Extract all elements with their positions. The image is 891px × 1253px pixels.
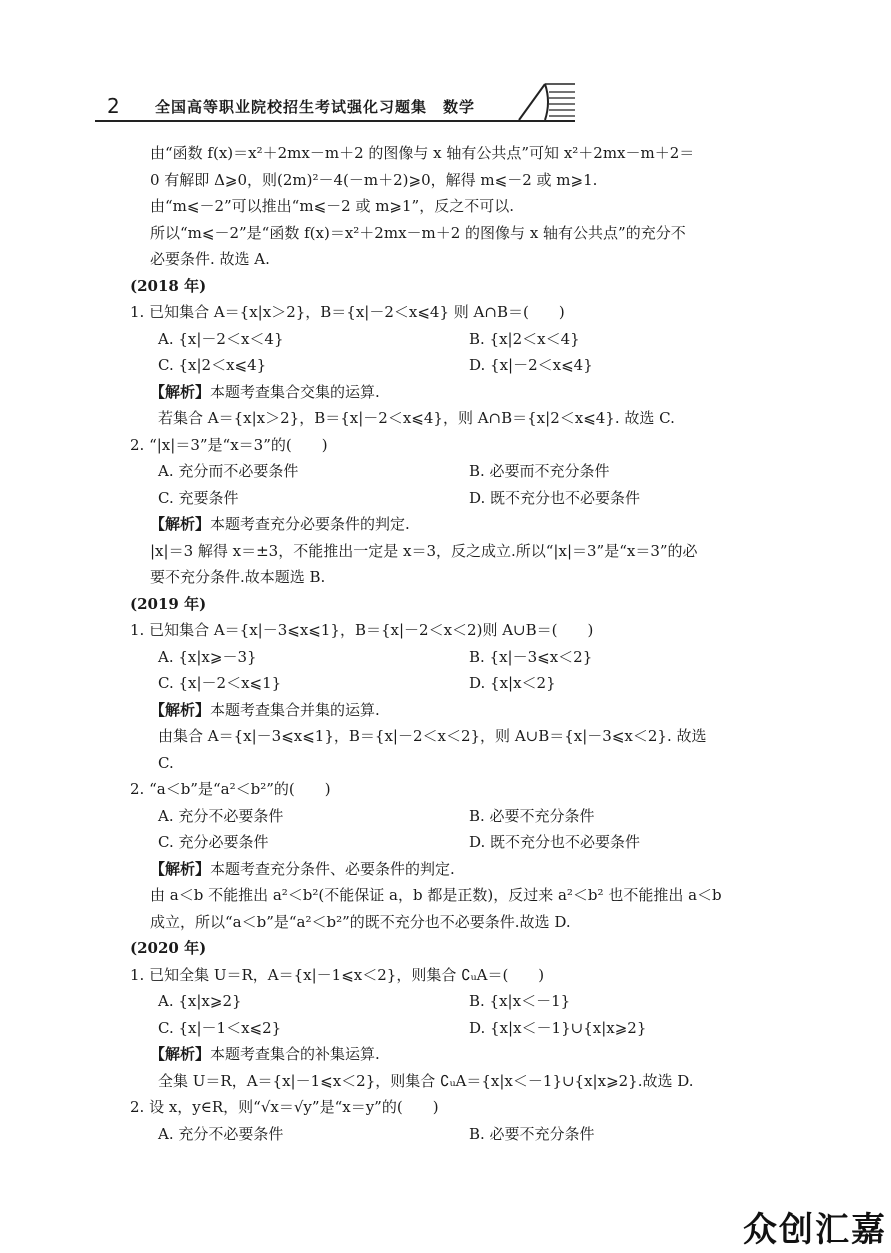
option-a: A. 充分不必要条件 [158, 806, 284, 825]
options-row [130, 326, 780, 353]
options-row [130, 803, 780, 830]
book-title: 全国高等职业院校招生考试强化习题集 数学 [155, 98, 476, 116]
analysis-line [130, 1041, 780, 1068]
solution-line: 全集 U＝R，A＝{x|－1⩽x＜2}，则集合 ∁ᵤA＝{x|x＜－1}∪{x|x⩾2}.故选 D. [158, 1071, 694, 1090]
option-a: A. {x|－2＜x＜4} [158, 329, 284, 348]
option-d: D. {x|x＜－1}∪{x|x⩾2} [469, 1018, 647, 1037]
option-b: B. 必要不充分条件 [469, 1124, 595, 1143]
option-c: C. 充要条件 [158, 488, 239, 507]
options-row [130, 644, 780, 671]
solution-line: 由 a＜b 不能推出 a²＜b²(不能保证 a，b 都是正数)，反过来 a²＜b² 也不能推出 a＜b [150, 886, 722, 904]
analysis-text: 本题考查集合并集的运算. [210, 700, 380, 719]
analysis-text: 本题考查充分条件、必要条件的判定. [210, 859, 455, 878]
question-stem: 2. “|x|＝3”是“x＝3”的( ) [130, 435, 328, 454]
solution-line: 要不充分条件.故本题选 B. [150, 568, 326, 586]
analysis-tag: 【解析】 [150, 700, 211, 719]
analysis-text: 本题考查充分必要条件的判定. [210, 515, 410, 533]
option-d: D. {x|x＜2} [469, 674, 556, 692]
page-content [130, 140, 780, 1147]
options-row [130, 485, 780, 512]
option-b: B. {x|2＜x＜4} [469, 329, 580, 348]
year-heading-2019: (2019 年) [130, 594, 207, 613]
solution-line: 由集合 A＝{x|－3⩽x⩽1}，B＝{x|－2＜x＜2}，则 A∪B＝{x|－3⩽x＜2}. 故选 [158, 727, 707, 745]
question-stem: 2. 设 x，y∈R，则“√x＝√y”是“x＝y”的( ) [130, 1098, 439, 1116]
watermark-logo: 众创汇嘉 [743, 1210, 887, 1250]
intro-line: 由“m⩽－2”可以推出“m⩽－2 或 m⩾1”，反之不可以. [150, 197, 514, 215]
analysis-tag: 【解析】 [150, 382, 211, 401]
option-c: C. {x|－1＜x⩽2} [158, 1018, 282, 1037]
analysis-line [130, 379, 780, 406]
solution-line: 成立，所以“a＜b”是“a²＜b²”的既不充分也不必要条件.故选 D. [150, 912, 571, 931]
question-stem: 1. 已知全集 U＝R，A＝{x|－1⩽x＜2}，则集合 ∁ᵤA＝( ) [130, 965, 545, 984]
option-b: B. 必要而不充分条件 [469, 462, 610, 480]
option-d: D. {x|－2＜x⩽4} [469, 356, 593, 374]
options-row [130, 988, 780, 1015]
analysis-tag: 【解析】 [150, 515, 211, 533]
option-c: C. {x|2＜x⩽4} [158, 356, 267, 374]
options-row [130, 829, 780, 856]
options-row [130, 670, 780, 697]
intro-line: 由“函数 f(x)＝x²＋2mx－m＋2 的图像与 x 轴有公共点”可知 x²＋2mx－m＋2＝ [150, 144, 695, 162]
intro-line: 必要条件. 故选 A. [150, 250, 270, 268]
option-a: A. {x|x⩾2} [158, 992, 242, 1010]
option-d: D. 既不充分也不必要条件 [469, 488, 641, 507]
analysis-line [130, 697, 780, 724]
solution-line: C. [158, 753, 174, 772]
analysis-tag: 【解析】 [150, 859, 211, 878]
page-number: 2 [107, 94, 120, 118]
option-a: A. 充分而不必要条件 [158, 462, 299, 480]
analysis-line [130, 511, 780, 538]
option-b: B. {x|－3⩽x＜2} [469, 647, 593, 666]
intro-line: 0 有解即 Δ⩾0，则(2m)²－4(－m＋2)⩾0，解得 m⩽－2 或 m⩾1. [150, 170, 598, 189]
solution-line: |x|＝3 解得 x＝±3，不能推出一定是 x＝3，反之成立.所以“|x|＝3”是“x＝3”的必 [150, 541, 698, 560]
options-row [130, 352, 780, 379]
analysis-line [130, 856, 780, 883]
options-row [130, 458, 780, 485]
header-rule [95, 120, 575, 122]
option-c: C. 充分必要条件 [158, 833, 269, 851]
option-a: A. 充分不必要条件 [158, 1124, 284, 1143]
analysis-text: 本题考查集合交集的运算. [210, 382, 380, 401]
option-b: B. {x|x＜－1} [469, 992, 571, 1010]
options-row [130, 1121, 780, 1148]
book-pages-icon [515, 78, 579, 122]
option-d: D. 既不充分也不必要条件 [469, 833, 641, 851]
option-a: A. {x|x⩾－3} [158, 647, 257, 666]
intro-line: 所以“m⩽－2”是“函数 f(x)＝x²＋2mx－m＋2 的图像与 x 轴有公共点”的充分不 [150, 223, 686, 242]
option-b: B. 必要不充分条件 [469, 806, 595, 825]
year-heading-2018: (2018 年) [130, 276, 207, 295]
question-stem: 1. 已知集合 A＝{x|－3⩽x⩽1}，B＝{x|－2＜x＜2)则 A∪B＝( ) [130, 621, 594, 639]
year-heading-2020: (2020 年) [130, 939, 207, 957]
option-c: C. {x|－2＜x⩽1} [158, 674, 282, 692]
analysis-text: 本题考查集合的补集运算. [210, 1045, 380, 1063]
analysis-tag: 【解析】 [150, 1045, 211, 1063]
options-row [130, 1015, 780, 1042]
solution-line: 若集合 A＝{x|x＞2}，B＝{x|－2＜x⩽4}，则 A∩B＝{x|2＜x⩽4}. 故选 C. [158, 409, 675, 427]
question-stem: 1. 已知集合 A＝{x|x＞2}，B＝{x|－2＜x⩽4} 则 A∩B＝( ) [130, 303, 565, 321]
page-header [95, 64, 575, 122]
question-stem: 2. “a＜b”是“a²＜b²”的( ) [130, 780, 331, 798]
